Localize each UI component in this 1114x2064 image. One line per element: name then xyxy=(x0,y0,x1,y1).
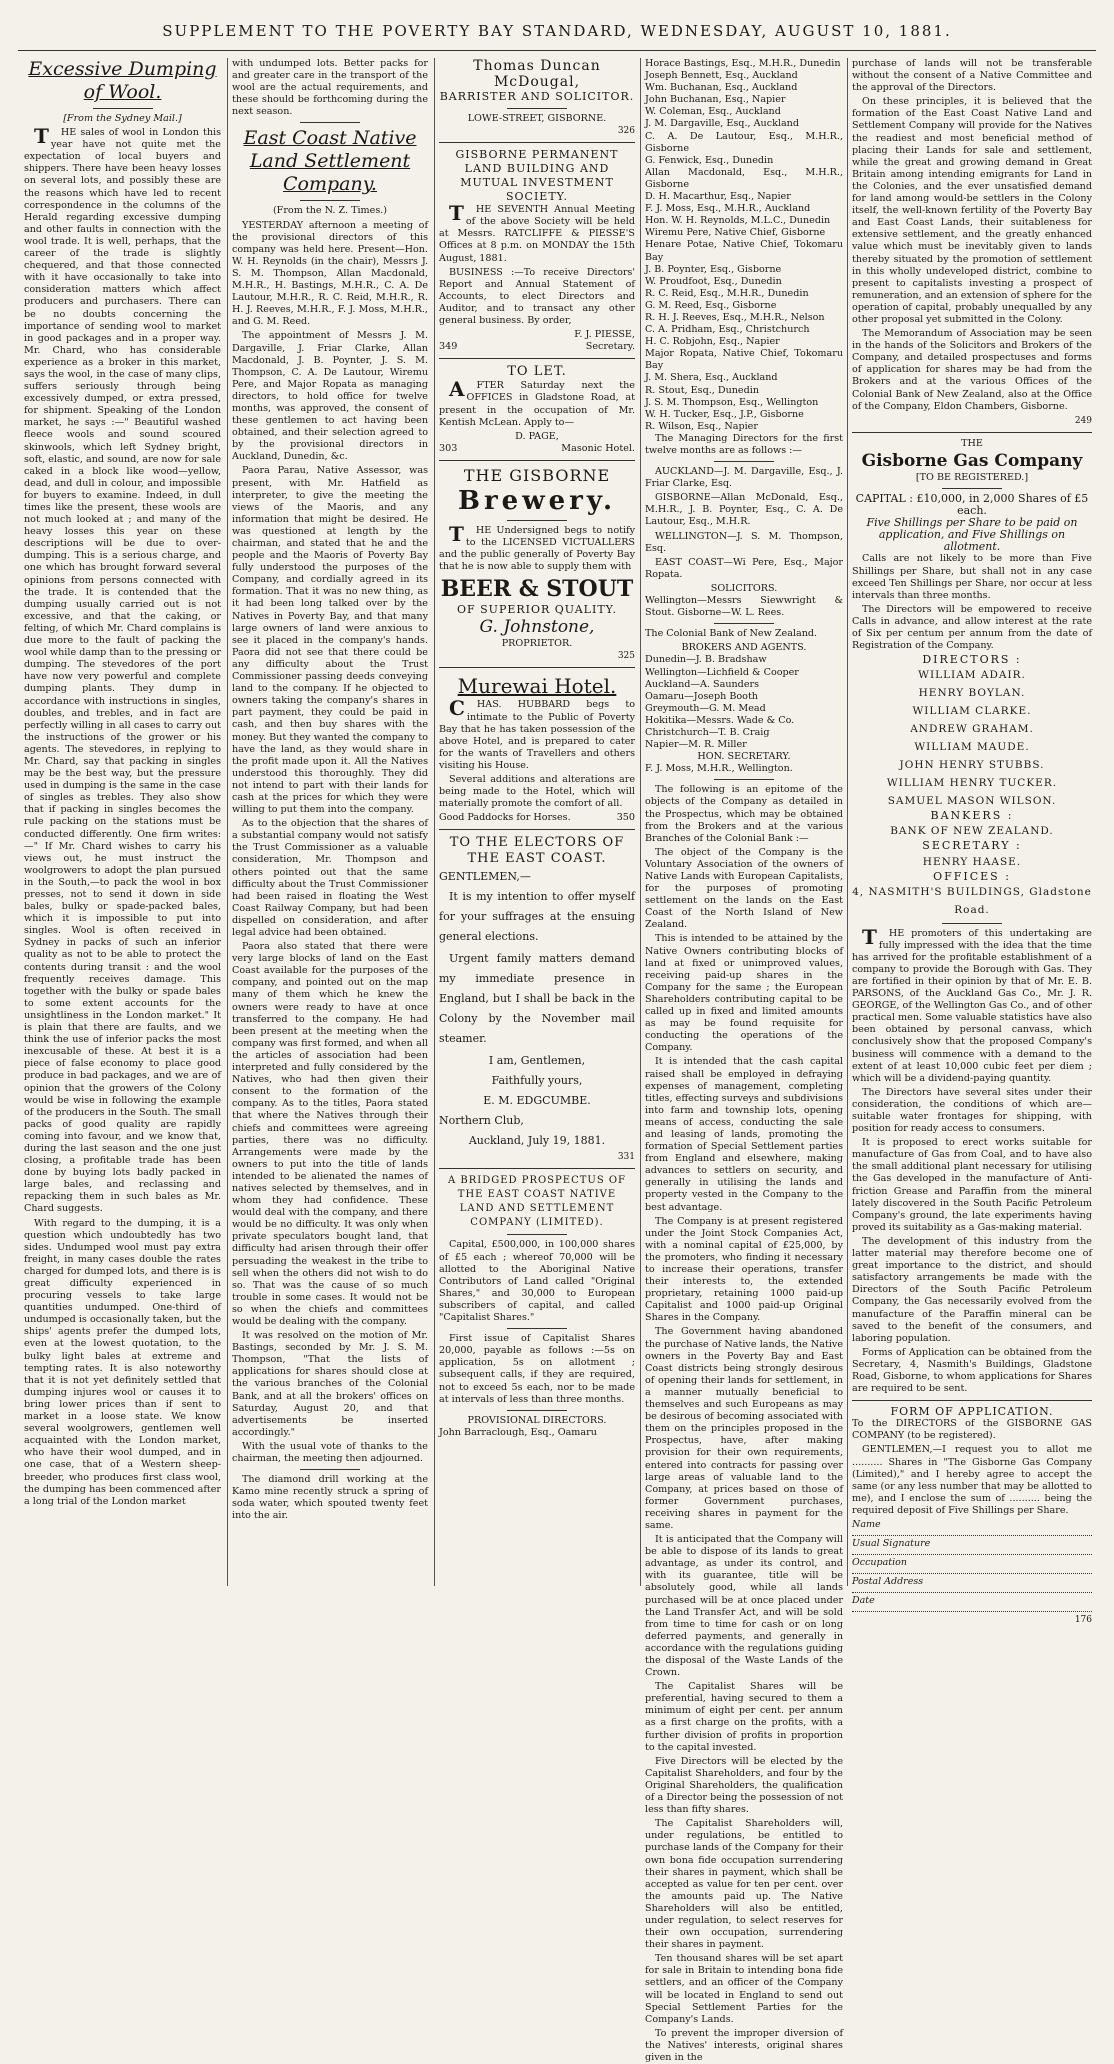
director-entry: J. M. Dargaville, Esq., Auckland xyxy=(645,118,800,130)
director-entry: W. Coleman, Esq., Auckland xyxy=(645,106,781,118)
divider xyxy=(507,520,567,521)
ad-name: Thomas Duncan McDougal, xyxy=(473,58,601,90)
divider xyxy=(439,1168,635,1169)
form-field-signature[interactable]: Usual Signature xyxy=(852,1538,1092,1555)
gas-subhead: OFFICES : xyxy=(933,869,1011,883)
director-entry: R. C. Reid, Esq., M.H.R., Dunedin xyxy=(645,287,809,299)
prospectus-text: The Managing Directors for the first twelve months are as follows :— xyxy=(645,432,843,456)
column-rule xyxy=(434,58,435,1586)
director-entry: D. H. Macarthur, Esq., Napier xyxy=(645,191,791,203)
column-rule xyxy=(227,58,228,1586)
article-source: [From the Sydney Mail.] xyxy=(63,113,182,124)
article-headline: East Coast Native Land Settlement Company. xyxy=(243,127,417,196)
prospectus-text: The Colonial Bank of New Zealand. xyxy=(645,628,818,640)
ad-number: 350 xyxy=(616,812,635,824)
form-field-occupation[interactable]: Occupation xyxy=(852,1557,1092,1574)
ad-role: Secretary. xyxy=(585,341,635,353)
ad-number: 303 xyxy=(439,442,458,454)
prospectus-text: AUCKLAND—J. M. Dargaville, Esq., J. Friar Clarke, Esq. xyxy=(645,466,843,490)
director-list xyxy=(645,58,843,433)
ad-number: 176 xyxy=(1074,1615,1092,1625)
gas-subhead: SECRETARY : xyxy=(922,839,1022,853)
ad-number: 331 xyxy=(617,1152,635,1163)
article-paragraph: THE sales of wool in London this year have not quite met the expectation of local buyers and shippers. There have been heavy losses on several lots, and possibly these are the reasons which have led to recent correspondence in the columns of the Herald regarding excessive dumping and other faults in connection with the wool trade. It is well, perhaps, that the career of the trade is slightly chequered, and that those connected with it have occasionally to take into consideration matters which affect producers and purchasers. There can be no doubts concerning the importance of sending wool to market in good packages and in a proper way. Mr. Chard, who has considerable experience as a broker in this market, says the wool, in the case of many clips, suffers seriously through being excessively dumped, or extra pressed, for shipment. Speaking of the London market, he says :—" Beautiful washed fleece wools and sound scoured skinwools, which left Sydney bright, soft, elastic, and sound, are now for sale caked in a block like wood—yellow, dead, and dull in colour, and impossible for buyers to examine. Indeed, in dull times like the present, these wools are not much looked at ; and many of the heavy losses this year on these descriptions will be due to over-dumping. This is a serious charge, and one which has brought forward several opinions from persons connected with the trade. It is contended that the dumping usually carried out is not excessive, and that the caking, or felting, of which Mr. Chard complains is due more to the fault of packing the wool while damp than to the pressing or dumping. The stevedores of the port have now very powerful and complete dumping plants. They dump in accordance with instructions in singles, doubles, and trebles, and in fact are perfectly willing in all cases to carry out the instructions of the grower or his agents. The stevedores, in replying to Mr. Chard, say that packing in singles may be the best way, but the pressure used in dumping is the same in the case of singles as trebles. They also show that if packing in singles becomes the rule packing on the stations must be conducted differently. One firm writes:—" If Mr. Chard wishes to carry his views out, he must instruct the woolgrowers to adopt the plan pursued in the South,—to pack the wool in box presses, not to send it down in side bales, bulky or spade-packed bales, which it is impossible to put into singles. Wool is often received in Sydney in packs of such an inferior quality as not to be able to protect the contents during transit : and the wool frequently receives damage. This together with the bulky or spade bales to some extent accounts for the unsightliness in the London market." It is plain that there are faults, and we think the use of inferior packs the most inexcusable of these. At best it is a piece of false economy to place good produce in bad packages, and we are of opinion that the growers of the Colony would be wise in following the example of the producers in the South. The small packs of good quality are rapidly coming into favour, and we know that, during the last season and the one just closing, a profitable trade has been done by buying lots badly packed in large bales, and reclassing and repacking them in such bales as Mr. Chard suggests. xyxy=(24,124,221,1215)
ad-body: Capital, £500,000, in 100,000 shares of £5 each ; whereof 70,000 will be allotted to the Aboriginal Native Contributors of Land called "Original Shares," and 30,000 to European subscribers of capital, and called "Capitalist Shares." xyxy=(439,1239,635,1324)
divider xyxy=(300,200,360,201)
gas-paragraph: It is proposed to erect works suitable for manufacture of Gas from Coal, and to have also the small additional plant necessary for utilising the Gas developed in the manufacture of Anti-friction Grease and Paraffin from the mineral lately discovered in the South Pacific Petroleum Company's ground, the late experiments having proved its suitability as a Gas-making material. xyxy=(852,1137,1092,1233)
director-entry: R. H. J. Reeves, Esq., M.H.R., Nelson xyxy=(645,311,825,323)
masthead: SUPPLEMENT TO THE POVERTY BAY STANDARD, WEDNESDAY, AUGUST 10, 1881. xyxy=(162,22,952,40)
ad-display-title: BEER & STOUT xyxy=(440,576,634,603)
form-heading: FORM OF APPLICATION. xyxy=(890,1405,1054,1419)
director-entry: John Buchanan, Esq., Napier xyxy=(645,94,786,106)
article-headline: Excessive Dumping of Wool. xyxy=(28,58,217,103)
gas-payment: Five Shillings per Share to be paid on application, and Five Shillings on allotment. xyxy=(866,516,1078,554)
form-field-date[interactable]: Date xyxy=(852,1595,1092,1612)
ad-subhead: PROVISIONAL DIRECTORS. xyxy=(467,1414,607,1426)
article-paragraph: YESTERDAY afternoon a meeting of the provisional directors of this company was held here. Present—Hon. W. H. Reynolds (in the chair), Messrs J. S. M. Thompson, Allan Macdonald, M.H.R., H. Bastings, M.H.R., C. A. De Lautour, M.H.R., R. C. Reid, M.H.R., R. H. J. Reeves, M.H.R., F. J. Moss, M.H.R., and G. M. Reed. xyxy=(232,219,428,328)
ad-number: 325 xyxy=(617,651,635,662)
prospectus-text: Ten thousand shares will be set apart for sale in Britain to intending bona fide settlers, and an officer of the Company will be located in England to send out Special Settlement Parties for the Company's Lands. xyxy=(645,1953,843,2025)
form-body: GENTLEMEN,—I request you to allot me .......... Shares in "The Gisborne Gas Company (Limited)," and I hereby agree to accept the same (or any less number that may be allotted to me), and I enclose the sum of .......... being the required deposit of Five Shillings per Share. xyxy=(852,1444,1092,1516)
prospectus-text: Five Directors will be elected by the Capitalist Shareholders, and four by the Original Shareholders, the qualification of a Director being the possession of not less than fifty shares. xyxy=(645,1755,843,1816)
director-entry: G. Fenwick, Esq., Dunedin xyxy=(645,154,774,166)
article-paragraph: Paora Parau, Native Assessor, was present, with Mr. Hatfield as interpreter, to give the meeting the views of the Maoris, and any information that might be desired. He was questioned at length by the chairman, and stated that he and the people and the Maoris of Poverty Bay fully understood the purposes of the Company, and cordially agreed in its formation. That it was no new thing, as it had been long talked over by the Natives in Poverty Bay, and that many large owners of land were anxious to see it placed in the company's hands. Paora did not see that there could be any difficulty about the Trust Commissioner passing deeds conveying land to the company. If he objected to owners taking the company's shares in part payment, they could be paid in cash, and then buy shares with the money. But they wanted the company to have the land, as they would share in the profit made upon it. All the Natives understood this thoroughly. They did not intend to part with their lands for cash at the prices for which they were willing to put them into the company. xyxy=(232,465,428,816)
prospectus-text: This is intended to be attained by the Native Owners contributing blocks of land at fixed or unimproved values, receiving paid-up shares in the Company for the same ; the European Shareholders contributing capital to be called up in fixed and limited amounts as may be found requisite for conducting the operations of the Company. xyxy=(645,933,843,1054)
letter-greeting: GENTLEMEN,— xyxy=(439,870,531,884)
director-entry: J. B. Poynter, Esq., Gisborne xyxy=(645,263,782,275)
divider xyxy=(439,460,635,461)
director-entry: W. H. Tucker, Esq., J.P., Gisborne xyxy=(645,408,804,420)
gas-paragraph: THE promoters of this undertaking are fully impressed with the idea that the time has arrived for the profitable establishment of a company to provide the Borough with Gas. They are fortified in their opinion by that of Mr. E. B. PARSONS, of the Auckland Gas Co., Mr. J. R. GEORGE, of the Wellington Gas Co., and of other practical men. Some valuable statistics have also been obtained by personal canvass, which conclusively show that the proposed Company's business will commence with a demand to the extent of at least 10,000 cubic feet per diem ; which will be a dividend-paying quantity. xyxy=(852,924,1092,1084)
prospectus-text: WELLINGTON—J. S. M. Thompson, Esq. xyxy=(645,530,843,554)
gas-director: JOHN HENRY STUBBS. xyxy=(899,759,1045,772)
letter-club: Northern Club, xyxy=(439,1114,524,1128)
broker-entry: Hokitika—Messrs. Wade & Co. xyxy=(645,714,795,726)
gas-paragraph: The Directors have several sites under their consideration, the conditions of which are—suitable water frontages for shipping, with position for ready access to consumers. xyxy=(852,1086,1092,1135)
article-paragraph: The appointment of Messrs J. M. Dargaville, J. Friar Clarke, Allan Macdonald, J. B. Poynter, J. S. M. Thompson, C. A. De Lautour, Wiremu Pere, and Major Ropata as managing directors, to hold office for twelve months, was approved, the consent of these gentlemen to act having been obtained, and their selection agreed to by the provisional directors in Auckland, Dunedin, &c. xyxy=(232,330,428,463)
gas-company-title: Gisborne Gas Company xyxy=(861,450,1083,471)
article-paragraph: With the usual vote of thanks to the chairman, the meeting then adjourned. xyxy=(232,1440,428,1465)
prospectus-text: It is intended that the cash capital raised shall be employed in defraying expenses of management, completing titles, effecting surveys and subdivisions into farm and township lots, opening means of access, conducting the sale and leasing of lands, promoting the formation of Special Settlement parties from England and elsewhere, making advances to settlers on security, and generally in utilising the lands and property vested in the Company to the best advantage. xyxy=(645,1056,843,1213)
director-entry: C. A. Pridham, Esq., Christchurch xyxy=(645,324,810,336)
letter-close: Faithfully yours, xyxy=(491,1074,583,1088)
director-entry: F. J. Moss, Esq., M.H.R., Auckland xyxy=(645,203,811,215)
letter-signature: E. M. EDGCUMBE. xyxy=(483,1094,591,1108)
letter-close: I am, Gentlemen, xyxy=(488,1054,586,1068)
ad-number: 249 xyxy=(1074,415,1092,426)
divider xyxy=(300,122,360,123)
divider xyxy=(507,1328,567,1329)
divider xyxy=(942,923,1002,924)
form-field-name[interactable]: Name xyxy=(852,1519,1092,1536)
divider xyxy=(507,1234,567,1235)
broker-entry: Napier—M. R. Miller xyxy=(645,739,747,751)
ad-subtitle: OF SUPERIOR QUALITY. xyxy=(456,603,618,617)
broker-entry: Christchurch—T. B. Craig xyxy=(645,726,770,738)
broker-entry: Auckland—A. Saunders xyxy=(645,678,760,690)
director-entry: Hon. W. H. Reynolds, M.L.C., Dunedin xyxy=(645,215,831,227)
ad-headline: THE GISBORNE xyxy=(463,465,611,485)
director-entry: R. Stout, Esq., Dunedin xyxy=(645,384,759,396)
article-paragraph: With regard to the dumping, it is a question which undoubtedly has two sides. Undumped wool must pay extra freight, in many cases double the rates charged for dumped lots, and there is is great difficulty experienced in procuring vessels to take large quantities undumped. One-third of undumped is occasionally taken, but the ships' agents prefer the dumped lots, even at the lowest quotation, to the bulky light bales at extreme and tempting rates. It is also noteworthy that it is not yet definitely settled that dumping injures wool or causes it to bring lower prices than if sent to market in a loose state. We know several woolgrowers, gentlemen well acquainted with the London market, who have their wool dumped, and in one case, that of a Western sheep-breeder, who produces first class wool, the dumping has been commenced after a long trial of the London market xyxy=(24,1217,221,1507)
ad-headline: TO LET. xyxy=(507,364,567,380)
director-entry: J. S. M. Thompson, Esq., Wellington xyxy=(645,396,819,408)
prospectus-text: purchase of lands will not be transferable without the consent of a Native Committee and the approval of the Directors. xyxy=(852,58,1092,94)
director-entry: H. C. Robjohn, Esq., Napier xyxy=(645,336,780,348)
gas-director: WILLIAM MAUDE. xyxy=(914,741,1030,754)
letter-body: It is my intention to offer myself for your suffrages at the ensuing general elections. xyxy=(439,890,635,944)
divider xyxy=(852,432,1092,433)
director-entry: J. M. Shera, Esq., Auckland xyxy=(645,372,778,384)
ad-headline: A BRIDGED PROSPECTUS OF THE EAST COAST NATIVE LAND AND SETTLEMENT COMPANY (LIMITED). xyxy=(448,1175,626,1229)
gas-subhead: DIRECTORS : xyxy=(922,653,1022,667)
ad-note: Good Paddocks for Horses. xyxy=(439,812,571,824)
column-1 xyxy=(24,58,221,1586)
prospectus-text: GISBORNE—Allan McDonald, Esq., M.H.R., J. B. Poynter, Esq., C. A. De Lautour, Esq., M.H.R. xyxy=(645,492,843,528)
form-field-address[interactable]: Postal Address xyxy=(852,1576,1092,1593)
article-paragraph: As to the objection that the shares of a substantial company would not satisfy the Trust Commissioner as a valuable consideration, Mr. Thompson and others pointed out that the same difficulty about the Trust Commissioner had been raised in floating the West Coast Railway Company, but had been dispelled on consideration, and after legal advice had been obtained. xyxy=(232,818,428,938)
broker-entry: Wellington—Lichfield & Cooper xyxy=(645,666,799,678)
divider xyxy=(93,108,153,109)
ad-body: AFTER Saturday next the OFFICES in Gladstone Road, at present in the occupation of Mr. Kentish McLean. Apply to— xyxy=(439,377,635,428)
article-paragraph: It was resolved on the motion of Mr. Bastings, seconded by Mr. J. S. M. Thompson, "That the lists of applications for shares should close at the various branches of the Colonial Bank, and at all the brokers' offices on Saturday, August 20, and that advertisements be inserted accordingly." xyxy=(232,1330,428,1438)
gas-registration: [TO BE REGISTERED.] xyxy=(915,471,1029,483)
broker-entry: Oamaru—Joseph Booth xyxy=(645,690,758,702)
column-3 xyxy=(439,58,635,1586)
director-entry: Wiremu Pere, Native Chief, Gisborne xyxy=(645,227,826,239)
gas-director: WILLIAM HENRY TUCKER. xyxy=(886,777,1058,790)
director-entry: R. Wilson, Esq., Napier xyxy=(645,420,758,432)
director-entry: Henare Potae, Native Chief, Tokomaru Bay xyxy=(645,239,843,263)
ad-headline: TO THE ELECTORS OF THE EAST COAST. xyxy=(449,835,625,867)
ad-body: THE Undersigned begs to notify to the LICENSED VICTUALLERS and the public generally of Poverty Bay that he is now able to supply them with xyxy=(439,521,635,573)
ad-body: Several additions and alterations are being made to the Hotel, which will materially promote the comfort of all. xyxy=(439,774,635,810)
director-entry: G. M. Reed, Esq., Gisborne xyxy=(645,299,777,311)
ad-body: CHAS. HUBBARD begs to intimate to the Public of Poverty Bay that he has taken possession of the above Hotel, and is prepared to cater for the wants of Travellers and others visiting his House. xyxy=(439,696,635,771)
divider xyxy=(714,779,774,780)
divider xyxy=(439,829,635,830)
prospectus-text: It is anticipated that the Company will be able to dispose of its lands to great advantage, as under its control, and with its guarantee, title will be absolutely good, while all lands purchased will be at once placed under the Land Transfer Act, and will be sold from time to time for cash or on long deferred payments, and generally in accordance with the regulations guiding the disposal of the Waste Lands of the Crown. xyxy=(645,1534,843,1679)
ad-address: LOWE-STREET, GISBORNE. xyxy=(467,113,607,124)
ad-number: 349 xyxy=(439,341,458,353)
gas-the: THE xyxy=(961,437,983,449)
ad-number: 326 xyxy=(617,126,635,137)
gas-capital: CAPITAL : £10,000, in 2,000 Shares of £5 each. xyxy=(855,492,1089,518)
column-rule xyxy=(847,58,848,1586)
gas-offices: 4, NASMITH'S BUILDINGS, Gladstone Road. xyxy=(852,885,1092,916)
divider xyxy=(942,488,1002,489)
divider xyxy=(852,1400,1092,1401)
ad-body: BUSINESS :—To receive Directors' Report and Annual Statement of Accounts, to elect Directors and Auditor, and to transact any other general business. By order, xyxy=(439,266,635,327)
divider xyxy=(439,667,635,668)
prospectus-text: The following is an epitome of the objects of the Company as detailed in the Prospectus, which may be obtained from the Brokers and at the various Branches of the Colonial Bank :— xyxy=(645,784,843,844)
director-entry: Major Ropata, Native Chief, Tokomaru Bay xyxy=(645,348,843,372)
letter-body: Urgent family matters demand my immediate presence in England, but I shall be back in the Colony by the November mail steamer. xyxy=(439,952,635,1046)
prospectus-text: The Memorandum of Association may be seen in the hands of the Solicitors and Brokers of the Company, and detailed prospectuses and forms of application for shares may be had from the Brokers and at the various Offices of the Colonial Bank of New Zealand, also at the Office of the Company, Eldon Chambers, Gisborne. xyxy=(852,328,1092,412)
article-paragraph: Paora also stated that there were very large blocks of land on the East Coast available for the purposes of the company, and pointed out on the map many of them which he knew the owners were ready to have at once transferred to the company. He had been present at the meeting when the company was first formed, and when all the articles of association had been interpreted and fully considered by the Natives, who had then given their consent to the formation of the company. As to the titles, Paora stated that where the Natives through their chiefs and committees were agreeing parties, there was no difficulty. Arrangements were made by the owners to put into the title of lands intended to be alienated the names of natives selected by themselves, and in whom they had confidence. These would deal with the company, and there would be no difficulty. It was only when private speculators bought land, that difficulty had arisen through their offer persuading the weakest in the tribe to sell when the others did not wish to do so. That was the cause of so much trouble in some cases. It would not be so when the chiefs and committees would be dealing with the company. xyxy=(232,941,428,1327)
director-entry: Horace Bastings, Esq., M.H.R., Dunedin xyxy=(645,58,841,69)
form-address: To the DIRECTORS of the GISBORNE GAS COMPANY (to be registered). xyxy=(852,1418,1092,1442)
gas-paragraph: Forms of Application can be obtained from the Secretary, 4, Nasmith's Buildings, Gladstone Road, Gisborne, to whom applications for Shares are required to be sent. xyxy=(852,1346,1092,1395)
divider xyxy=(507,108,567,109)
gas-paragraph: The development of this industry from the latter material may therefore become one of great importance to the district, and should satisfactory arrangements be made with the Directors of the South Pacific Petroleum Company, the Gas necessarily evolved from the manufacture of the Paraffin mineral can be saved to the benefit of the consumers, and laboring population. xyxy=(852,1235,1092,1344)
ad-body: First issue of Capitalist Shares 20,000, payable as follows :—5s on application, 5s on allotment ; subsequent calls, if they are required, not to exceed 5s each, nor to be made at intervals of less than three months. xyxy=(439,1333,635,1405)
divider xyxy=(714,623,774,624)
gas-director: WILLIAM ADAIR. xyxy=(918,669,1026,682)
director-entry: John Barraclough, Esq., Oamaru xyxy=(439,1426,597,1438)
ad-headline: GISBORNE PERMANENT LAND BUILDING AND MUTUAL INVESTMENT SOCIETY. xyxy=(455,148,619,204)
article-continuation: with undumped lots. Better packs for and greater care in the transport of the wool are the actual requirements, and these should be forthcoming during the next season. xyxy=(232,58,428,118)
column-4 xyxy=(645,58,843,2063)
prospectus-text: The Capitalist Shares will be preferential, having secured to them a minimum of eight per cent. per annum as a first charge on the profits, with a further division of profits in proportion to the capital invested. xyxy=(645,1681,843,1753)
article-paragraph: The diamond drill working at the Kamo mine recently struck a spring of soda water, which spouted twenty feet into the air. xyxy=(232,1474,428,1522)
divider xyxy=(439,358,635,359)
gas-director: ANDREW GRAHAM. xyxy=(910,723,1034,736)
gas-banker: BANK OF NEW ZEALAND. xyxy=(890,825,1054,838)
prospectus-text: To prevent the improper diversion of the Natives' interests, original shares given in the xyxy=(645,2027,843,2063)
gas-director: SAMUEL MASON WILSON. xyxy=(887,795,1057,808)
gas-calls: The Directors will be empowered to receive Calls in advance, and allow interest at the rate of Six per centum per annum from the date of Registration of the Company. xyxy=(852,603,1092,652)
divider xyxy=(300,1469,360,1470)
prospectus-text: The Capitalist Shareholders will, under regulations, be entitled to purchase lands of the Company for their own bona fide occupation surrendering their shares in payment, which shall be accepted as value for ten per cent. over the amounts paid up. The Native Shareholders will also be entitled, under regulation, to select reserves for their own occupation, surrendering their shares in payment. xyxy=(645,1818,843,1951)
article-source: (From the N. Z. Times.) xyxy=(272,205,388,217)
prospectus-text: F. J. Moss, M.H.R., Wellington. xyxy=(645,763,793,775)
ad-signature: G. Johnstone, xyxy=(479,617,595,638)
column-2 xyxy=(232,58,428,1586)
ad-display-title: Brewery. xyxy=(457,485,616,516)
column-rule xyxy=(640,58,641,1586)
prospectus-text: On these principles, it is believed that the formation of the East Coast Native Land and Settlement Company will provide for the Natives the readiest and most beneficial method of placing their Lands for sale and settlement, while the great and growing demand in Great Britain among intending emigrants for Land in the Colonies, and the ever unsatisfied demand for land among would-be settlers in the Colony itself, the well-known fertility of the Poverty Bay and East Coast Lands, their suitableness for extensive settlement, and the greatly enhanced value which must be inevitably given to lands thereby situated by the promotion of settlement in this wholly undeveloped district, combine to present to capitalists investing a prospect of remuneration, and an extension of sphere for the operation of capital, probably unequalled by any other proposal yet submitted in the Colony. xyxy=(852,96,1092,325)
ad-title: BARRISTER AND SOLICITOR. xyxy=(439,90,635,103)
ad-place: Masonic Hotel. xyxy=(561,442,635,454)
divider xyxy=(439,142,635,143)
gas-director: HENRY BOYLAN. xyxy=(918,687,1026,700)
prospectus-subhead: BROKERS AND AGENTS. xyxy=(681,642,807,654)
prospectus-subhead: SOLICITORS. xyxy=(710,582,778,594)
broker-entry: Greymouth—G. M. Mead xyxy=(645,702,766,714)
prospectus-text: The Company is at present registered under the Joint Stock Companies Act, with a nominal capital of £25,000, by the promoters, who finding it necessary to increase their operations, transfer their interests to, the extended proprietary, retaining 1000 paid-up Capitalist and 1000 paid-up Original Shares in the Company. xyxy=(645,1215,843,1324)
gas-director: WILLIAM CLARKE. xyxy=(912,705,1032,718)
divider xyxy=(714,461,774,462)
director-entry: Wm. Buchanan, Esq., Auckland xyxy=(645,82,798,94)
gas-subhead: BANKERS : xyxy=(930,809,1014,823)
ad-role: PROPRIETOR. xyxy=(501,638,573,650)
masthead-rule xyxy=(18,50,1096,51)
director-entry: C. A. De Lautour, Esq., M.H.R., Gisborne xyxy=(645,130,843,154)
prospectus-text: The Government having abandoned the purchase of Native lands, the Native owners in the Poverty Bay and East Coast districts being strongly desirous of opening their lands for settlement, in a manner mutually beneficial to themselves and such Europeans as may be desirous of becoming associated with them on the principles proposed in the Prospectus, have, after making provision for their own requirements, entered into contracts for passing over large areas of valuable land to the Company, at prices based on those of former Government purchases, receiving shares in payment for the same. xyxy=(645,1326,843,1531)
gas-secretary: HENRY HAASE. xyxy=(922,855,1022,868)
prospectus-text: Wellington—Messrs Siewwright & Stout. Gisborne—W. L. Rees. xyxy=(645,595,843,619)
director-entry: Allan Macdonald, Esq., M.H.R., Gisborne xyxy=(645,166,843,190)
prospectus-subhead: HON. SECRETARY. xyxy=(697,751,791,763)
letter-date: Auckland, July 19, 1881. xyxy=(468,1134,606,1148)
director-entry: W. Proudfoot, Esq., Dunedin xyxy=(645,275,782,287)
divider xyxy=(507,1410,567,1411)
ad-body: THE SEVENTH Annual Meeting of the above Society will be held at Messrs. RATCLIFFE & PIESSE'S Offices at 8 p.m. on MONDAY the 15th August, 1881. xyxy=(439,201,635,264)
broker-entry: Dunedin—J. B. Bradshaw xyxy=(645,654,767,666)
gas-calls: Calls are not likely to be more than Five Shillings per Share, but shall not in any case exceed Ten Shillings per Share, nor occur at less intervals than three months. xyxy=(852,553,1092,601)
prospectus-text: EAST COAST—Wi Pere, Esq., Major Ropata. xyxy=(645,556,843,580)
ad-signature: F. J. PIESSE, xyxy=(574,329,635,341)
prospectus-text: The object of the Company is the Voluntary Association of the owners of Native Lands with European Capitalists, for the purposes of promoting settlement on the lands on the East Coast of the North Island of New Zealand. xyxy=(645,846,843,931)
ad-signature: D. PAGE, xyxy=(515,430,559,442)
ad-headline: Murewai Hotel. xyxy=(457,674,617,699)
director-entry: Joseph Bennett, Esq., Auckland xyxy=(645,70,798,82)
column-5 xyxy=(852,58,1092,1625)
